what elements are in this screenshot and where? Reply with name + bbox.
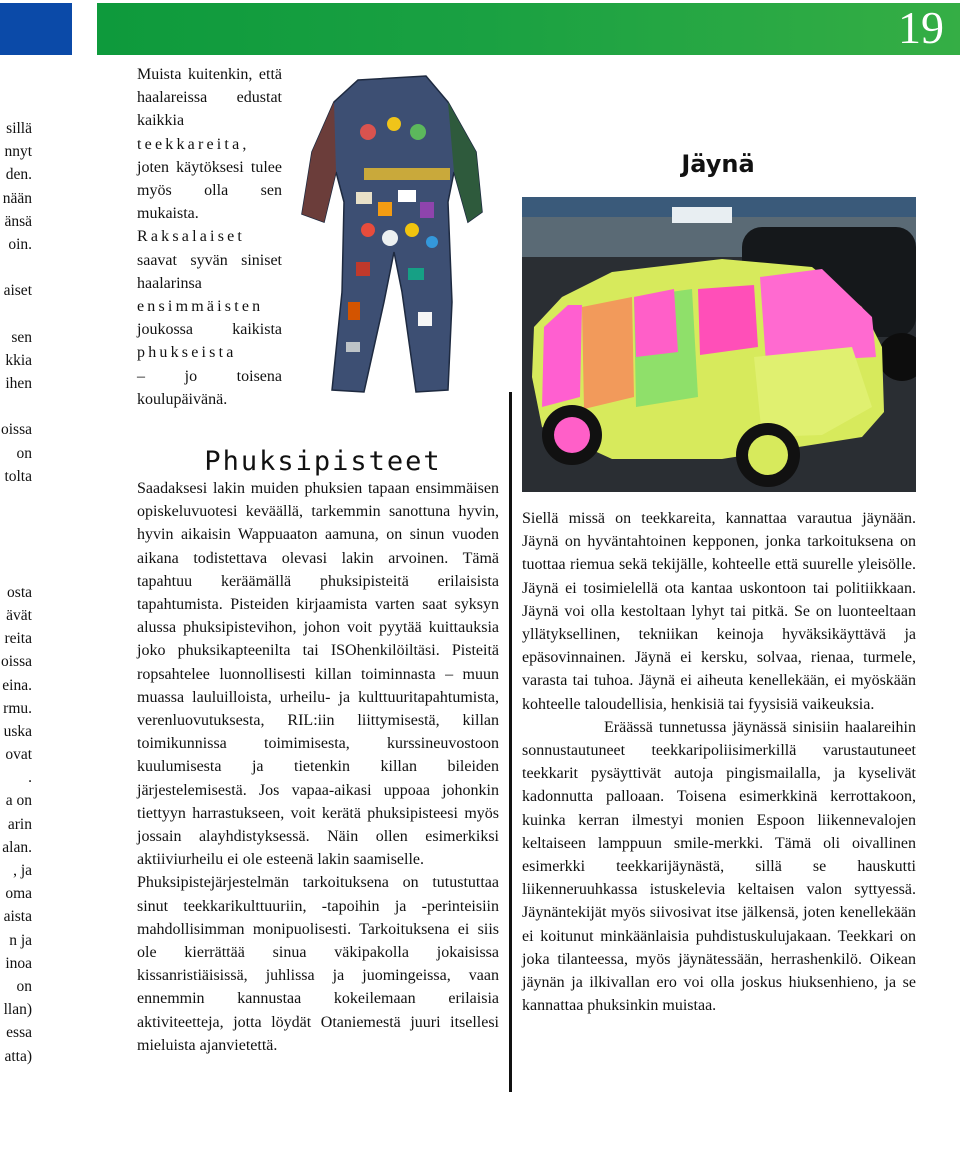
top-text-spaced-1: teekkareita, — [137, 135, 250, 153]
left-fragment-line: arin — [7, 815, 32, 833]
left-fragment-line: aista — [3, 908, 32, 926]
left-fragment-line: sillä — [6, 120, 32, 137]
left-fragment-line: rmu. — [3, 699, 32, 717]
left-fragment-line: llan) — [3, 1001, 32, 1019]
top-text-spaced-4: phukseista — [137, 344, 237, 362]
left-fragment-line: ihen — [5, 375, 32, 393]
left-fragment-line: n ja — [9, 931, 32, 949]
left-fragment-line — [0, 488, 32, 511]
phuksipisteet-heading: Phuksipisteet — [204, 446, 442, 477]
left-fragment-line: . — [28, 769, 32, 787]
jayna-paragraph-1: Siellä missä on teekkareita, kannattaa varautua jäynään. Jäynä on hyväntahtoinen kepponen, jonka tarkoituksena on tuottaa riemua sekä tekijälle, kohteelle että suurelle yleisölle. Jäynä ei tosimielellä ota kantaa uskontoon tai politiikkaan. Jäynä voi olla kestoltaan lyhyt tai pitkä. Se on luonteeltaan yllätyksellinen, tekniikan keinoja hyväksikäyttävä ja epäsovinnainen. Jäynä ei kersku, solvaa, rienaa, turmele, varasta tai tuhoa. Jäynä ei aiheuta kenellekään, ei myöskään kohteelle taloudellisia, henkisiä tai fyysisiä vaikeuksia. — [522, 510, 916, 713]
left-fragment-line: oissa — [1, 653, 32, 671]
left-fragment-line: nään — [2, 189, 32, 207]
left-fragment-line — [0, 558, 32, 581]
left-column-fragments — [0, 117, 32, 1068]
left-fragment-line: eina. — [2, 676, 32, 694]
top-text-4: joukossa kaikista — [137, 321, 282, 339]
jayna-heading: Jäynä — [681, 150, 755, 178]
jayna-paragraph-2: Eräässä tunnetussa jäynässä sinisiin haalareihin sonnustautuneet teekkaripoliisimerkillä varustautuneet teekkarit pysäyttivät autoja pingismailalla, ja kyselivät kadonnutta palloaan. Toisena esimerkkinä kerrottakoon, kuinka kerran ilmestyi monien Espoon liikennevalojen keltaiseen lamppuun smile-merkki. Tämä oli oivallinen esimerkki teekkarijäynästä, sillä se hauskutti liikenneruuhkassa istuskelevia keltaisen valon syttyessä. Jäynäntekijät myös siivosivat itse jälkensä, joten kenellekään ei koitunut minkäänlaisia puhdistuskulujakaan. Teekkari on joka tilanteessa, myös jäynätessään, herrashenkilö. Oikean jäynän ja ilkivallan ero voi olla joskus hiuksenhieno, ja se kannattaa phuksinkin muistaa. — [522, 718, 916, 1015]
left-fragment-line: oin. — [8, 235, 32, 253]
left-fragment-line: nnyt — [4, 143, 32, 161]
jayna-body — [522, 507, 916, 1017]
left-fragment-line: alan. — [2, 838, 32, 856]
top-text-spaced-3: ensimmäisten — [137, 298, 264, 316]
left-fragment-line — [0, 511, 32, 534]
left-fragment-line: osta — [7, 583, 32, 601]
left-fragment-line — [0, 256, 32, 279]
left-fragment-line: tolta — [4, 467, 32, 485]
left-fragment-line — [0, 395, 32, 418]
left-fragment-line: , ja — [13, 862, 32, 879]
left-fragment-line: uska — [3, 722, 32, 740]
top-text-5: – jo toisena koulupäivänä. — [137, 367, 282, 408]
column-divider — [509, 392, 512, 1092]
header-blue-bar — [0, 3, 72, 55]
page-number: 19 — [898, 2, 944, 53]
left-fragment-line: ovat — [5, 746, 32, 764]
header-green-bar — [97, 3, 960, 55]
left-fragment-line — [0, 303, 32, 326]
top-text-3: saavat syvän siniset haalarinsa — [137, 251, 282, 292]
top-paragraph — [137, 63, 282, 411]
left-fragment-line: sen — [11, 328, 32, 346]
left-fragment-line: a on — [5, 792, 32, 810]
left-fragment-line: oma — [5, 885, 32, 903]
top-text-1: Muista kuitenkin, että haalareissa edustat kaikkia — [137, 66, 282, 130]
left-fragment-line: reita — [4, 630, 32, 648]
left-fragment-line: on — [16, 977, 32, 995]
left-fragment-line: änsä — [4, 212, 32, 230]
left-fragment-line: kkia — [5, 351, 32, 369]
left-fragment-line: ävät — [6, 606, 32, 624]
phuksipisteet-paragraph-2: Phuksipistejärjestelmän tarkoituksena on tutustuttaa sinut teekkarikulttuuriin, -tapoihin ja -perinteisiin mahdollisimman monipuolisesti. Tarkoituksena ei siis ole kierrättää sinua väkipakolla jokaisissa kissanristiäisissä, juhlissa ja juomingeissa, vaan ennemmin kannustaa kokeilemaan erilaisia aktiviteetteja, jotta löydät Otaniemestä juuri itsellesi mieluista ajanvietettä. — [137, 874, 499, 1054]
left-fragment-line: oissa — [1, 421, 32, 439]
left-fragment-line — [0, 534, 32, 557]
car-photo — [522, 197, 916, 492]
left-fragment-line: aiset — [3, 282, 32, 300]
left-fragment-line: den. — [5, 166, 32, 184]
left-fragment-line: atta) — [4, 1047, 32, 1065]
left-fragment-line: on — [16, 444, 32, 462]
coverall-image — [298, 72, 486, 394]
left-fragment-line: essa — [6, 1024, 32, 1042]
phuksipisteet-paragraph-1: Saadaksesi lakin muiden phuksien tapaan ensimmäisen opiskeluvuotesi keväällä, tarkemmin sanottuna hyvin, hyvin aikaisin Wappuaaton aamuna, on sinun vuoden aikana todistettava olevasi lakin arvoinen. Tämä tapahtuu keräämällä phuksipisteitä erilaisista tapahtumista. Pisteiden kirjaamista varten saat syksyn alussa phuksipistevihon, johon voit pyytää kuittauksia joko phuksikapteenilta tai ISOhenkilöiltäsi. Pisteitä ropsahtelee luonnollisesti killan toiminnasta – muun muassa lauluilloista, urheilu- ja kulttuuritapahtumista, verenluovutuksesta, RIL:iin liittymisestä, killan toimikunnissa toimimisesta, kurssineuvostoon kuulumisesta ja tietenkin killan bileiden järjestelemisestä. Jos vapaa-aikasi uppoaa johonkin tiettyyn harrastukseen, voit kerätä phuksipisteesi myös jossain alayhdistyksessä. Näin ollen esimerkiksi aktiiviurheilu ei ole esteenä lakin saamiselle. — [137, 480, 499, 869]
phuksipisteet-body — [137, 477, 499, 1057]
top-text-spaced-2: Raksalaiset — [137, 228, 246, 246]
top-text-2: joten käytöksesi tulee myös olla sen mukaista. — [137, 158, 282, 223]
left-fragment-line: inoa — [5, 954, 32, 972]
